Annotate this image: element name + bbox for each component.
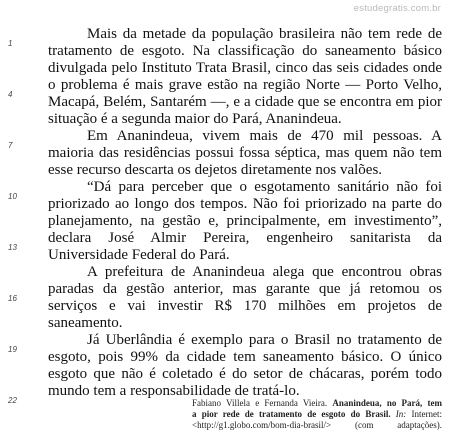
text-line: planejamento, na gestão e, principalmente, em investimento”, — [48, 213, 442, 229]
text-line: saneamento. — [48, 315, 123, 331]
text-line: esgoto, pois 99% da cidade tem saneamento básico. O único — [48, 349, 442, 365]
citation-internet: Internet: — [411, 409, 443, 419]
text-line: Em Ananindeua, vivem mais de 470 mil pessoas. A — [87, 128, 442, 144]
source-citation — [192, 398, 442, 431]
text-line: Já Uberlândia é exemplo para o Brasil no tratamento de — [87, 332, 442, 348]
text-line: esgoto que não é coletado é do setor de chácaras, porém todo — [48, 366, 442, 382]
text-line: declara José Almir Pereira, engenheiro sanitarista da — [48, 230, 442, 246]
text-line: Mais da metade da população brasileira não tem rede de — [87, 26, 442, 42]
citation-authors: Fabiano Villela e Fernanda Vieira. — [192, 398, 328, 408]
citation-title: Ananindeua, no Pará, tem — [332, 398, 442, 408]
text-line: A prefeitura de Ananindeua alega que encontrou obras — [87, 264, 442, 280]
citation-url[interactable]: <http://g1.globo.com/bom-dia-brasil/> — [192, 420, 332, 430]
text-line: serviços e vai investir R$ 170 milhões em projetos de — [48, 298, 442, 314]
line-number: 13 — [8, 243, 17, 252]
text-line: esse recurso descarta os dejetos diretamente nos valões. — [48, 162, 383, 178]
text-line: Universidade Federal do Pará. — [48, 247, 230, 263]
text-line: mundo tem a responsabilidade de tratá-lo. — [48, 383, 300, 399]
citation-in: In: — [395, 409, 407, 419]
text-line: o problema é mais grave estão na região Norte — Porto Velho, — [48, 77, 442, 93]
text-line: divulgada pelo Instituto Trata Brasil, cinco das seis cidades onde — [48, 60, 442, 76]
text-line: tratamento de esgoto. Na classificação do saneamento básico — [48, 43, 442, 59]
line-number: 1 — [8, 39, 13, 48]
line-number: 16 — [8, 294, 17, 303]
citation-line — [192, 398, 442, 409]
watermark-logo: estudegratis.com.br — [353, 3, 441, 14]
citation-title: a pior rede de tratamento de esgoto do Brasil. — [192, 409, 391, 419]
citation-line — [192, 409, 442, 420]
text-line: paradas da gestão anterior, mas garante que já retomou os — [48, 281, 442, 297]
text-line: Macapá, Belém, Santarém —, e a cidade que se encontra em pior — [48, 94, 442, 110]
line-number: 10 — [8, 192, 17, 201]
line-number: 4 — [8, 90, 13, 99]
citation-line — [192, 420, 442, 431]
text-line: situação é a segunda maior do Pará, Ananindeua. — [48, 111, 342, 127]
text-line: “Dá para perceber que o esgotamento sanitário não foi — [87, 179, 442, 195]
text-line: priorizado ao longo dos tempos. Não foi priorizado na parte do — [48, 196, 442, 212]
line-number: 19 — [8, 345, 17, 354]
text-line: maioria das residências possui fossa séptica, mas quem não tem — [48, 145, 442, 161]
line-number: 22 — [8, 396, 17, 405]
line-number: 7 — [8, 141, 13, 150]
citation-note: (com adaptações). — [354, 420, 443, 430]
